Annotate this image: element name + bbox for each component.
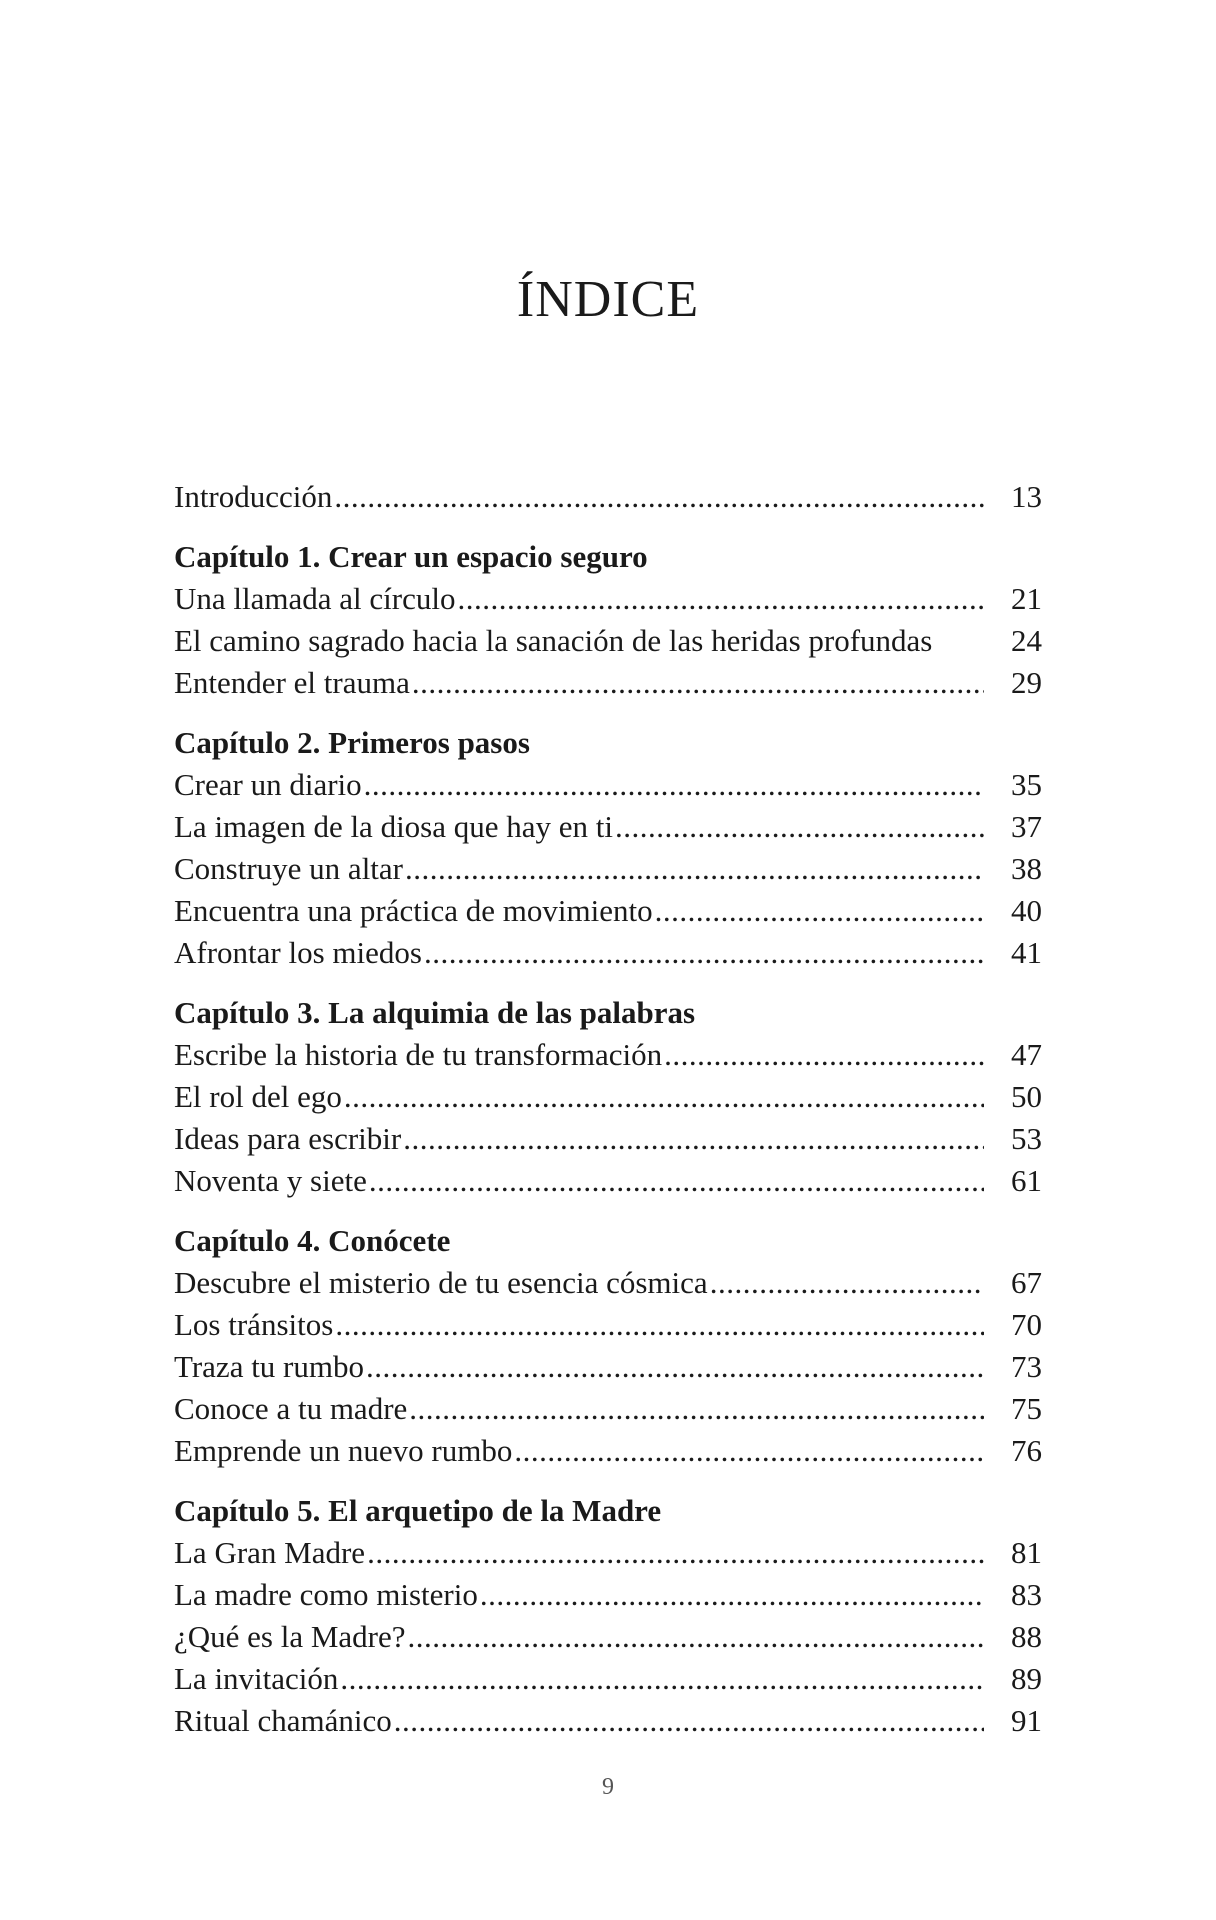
toc-entry[interactable] — [174, 806, 1042, 848]
toc-entry[interactable] — [174, 1076, 1042, 1118]
toc-entry-label: Introducción — [174, 479, 333, 514]
toc-entry-page: 21 — [1011, 581, 1042, 616]
toc-entry[interactable] — [174, 578, 1042, 620]
chapter-section-5 — [174, 1490, 1042, 1742]
dot-leader — [408, 1616, 984, 1658]
chapter-heading[interactable]: Capítulo 1. Crear un espacio seguro — [174, 539, 648, 574]
chapter-section-3 — [174, 992, 1042, 1202]
dot-leader — [335, 1304, 984, 1346]
toc-entry[interactable] — [174, 1574, 1042, 1616]
dot-leader — [615, 806, 984, 848]
dot-leader — [364, 764, 984, 806]
chapter-heading[interactable]: Capítulo 2. Primeros pasos — [174, 725, 530, 760]
toc-entry[interactable] — [174, 1034, 1042, 1076]
toc-entry-page: 29 — [1011, 665, 1042, 700]
toc-entry-page: 81 — [1011, 1535, 1042, 1570]
toc-entry-page: 35 — [1011, 767, 1042, 802]
chapter-heading[interactable]: Capítulo 4. Conócete — [174, 1223, 451, 1258]
chapter-section-4 — [174, 1220, 1042, 1472]
toc-entry-label: Ritual chamánico — [174, 1703, 392, 1738]
dot-leader — [424, 932, 984, 974]
dot-leader — [514, 1430, 984, 1472]
dot-leader — [664, 1034, 984, 1076]
toc-entry-page: 41 — [1011, 935, 1042, 970]
toc-entry[interactable] — [174, 662, 1042, 704]
toc-entry-introduccion[interactable] — [174, 476, 1042, 518]
toc-entry-page: 53 — [1011, 1121, 1042, 1156]
toc-entry-label: Descubre el misterio de tu esencia cósmica — [174, 1265, 708, 1300]
dot-leader — [405, 848, 984, 890]
dot-leader — [369, 1160, 984, 1202]
toc-entry[interactable] — [174, 1616, 1042, 1658]
dot-leader — [710, 1262, 984, 1304]
chapter-section-2 — [174, 722, 1042, 974]
toc-entry-page: 61 — [1011, 1163, 1042, 1198]
toc-entry[interactable] — [174, 1700, 1042, 1742]
toc-entry-label: Emprende un nuevo rumbo — [174, 1433, 513, 1468]
toc-entry-label: Noventa y siete — [174, 1163, 367, 1198]
toc-entry[interactable] — [174, 764, 1042, 806]
toc-entry[interactable] — [174, 1658, 1042, 1700]
toc-entry-label: Crear un diario — [174, 767, 362, 802]
toc-entry-label: Encuentra una práctica de movimiento — [174, 893, 653, 928]
toc-entry-page: 38 — [1011, 851, 1042, 886]
toc-entry-label: ¿Qué es la Madre? — [174, 1619, 406, 1654]
dot-leader — [655, 890, 984, 932]
toc-entry-page: 73 — [1011, 1349, 1042, 1384]
toc-entry[interactable] — [174, 1388, 1042, 1430]
toc-entry-page: 70 — [1011, 1307, 1042, 1342]
toc-entry-page: 47 — [1011, 1037, 1042, 1072]
toc-entry-page: 83 — [1011, 1577, 1042, 1612]
dot-leader — [367, 1532, 984, 1574]
toc-entry-page: 89 — [1011, 1661, 1042, 1696]
dot-leader — [403, 1118, 984, 1160]
toc-entry-page: 13 — [1011, 479, 1042, 514]
toc-entry-label: La invitación — [174, 1661, 339, 1696]
dot-leader — [340, 1658, 984, 1700]
toc-entry-label: Conoce a tu madre — [174, 1391, 408, 1426]
toc-entry-page: 40 — [1011, 893, 1042, 928]
dot-leader — [409, 1388, 984, 1430]
toc-entry-label: El rol del ego — [174, 1079, 342, 1114]
toc-entry-label: Afrontar los miedos — [174, 935, 422, 970]
dot-leader — [394, 1700, 984, 1742]
toc-entry[interactable] — [174, 1532, 1042, 1574]
toc-entry-label: Ideas para escribir — [174, 1121, 402, 1156]
toc-entry[interactable] — [174, 620, 1042, 662]
toc-entry[interactable] — [174, 1262, 1042, 1304]
toc-entry-label: Una llamada al círculo — [174, 581, 456, 616]
dot-leader — [334, 476, 984, 518]
chapter-section-1 — [174, 536, 1042, 704]
dot-leader — [480, 1574, 984, 1616]
toc-entry-label: Traza tu rumbo — [174, 1349, 364, 1384]
dot-leader — [412, 662, 984, 704]
toc-entry[interactable] — [174, 1118, 1042, 1160]
toc-entry-label: Entender el trauma — [174, 665, 410, 700]
toc-entry-label: Construye un altar — [174, 851, 404, 886]
toc-entry[interactable] — [174, 932, 1042, 974]
toc-entry-label: El camino sagrado hacia la sanación de las heridas profundas — [174, 623, 933, 658]
toc-entry[interactable] — [174, 890, 1042, 932]
toc-entry-page: 50 — [1011, 1079, 1042, 1114]
table-of-contents — [174, 476, 1042, 1760]
toc-entry[interactable] — [174, 1346, 1042, 1388]
toc-entry[interactable] — [174, 1160, 1042, 1202]
toc-entry-page: 37 — [1011, 809, 1042, 844]
toc-entry-page: 91 — [1011, 1703, 1042, 1738]
chapter-heading[interactable]: Capítulo 3. La alquimia de las palabras — [174, 995, 696, 1030]
toc-entry-label: Los tránsitos — [174, 1307, 334, 1342]
chapter-heading[interactable]: Capítulo 5. El arquetipo de la Madre — [174, 1493, 662, 1528]
toc-entry-label: La imagen de la diosa que hay en ti — [174, 809, 614, 844]
page-title: ÍNDICE — [516, 271, 700, 328]
toc-entry-label: La madre como misterio — [174, 1577, 478, 1612]
toc-entry[interactable] — [174, 1430, 1042, 1472]
toc-entry-page: 88 — [1011, 1619, 1042, 1654]
toc-entry-page: 67 — [1011, 1265, 1042, 1300]
toc-entry-label: La Gran Madre — [174, 1535, 366, 1570]
toc-entry-page: 76 — [1011, 1433, 1042, 1468]
toc-entry[interactable] — [174, 1304, 1042, 1346]
page-number: 9 — [602, 1774, 614, 1800]
toc-entry-label: Escribe la historia de tu transformación — [174, 1037, 663, 1072]
dot-leader — [366, 1346, 984, 1388]
dot-leader — [457, 578, 984, 620]
toc-entry-page: 75 — [1011, 1391, 1042, 1426]
dot-leader — [344, 1076, 984, 1118]
toc-entry[interactable] — [174, 848, 1042, 890]
toc-entry-page: 24 — [1011, 623, 1042, 658]
